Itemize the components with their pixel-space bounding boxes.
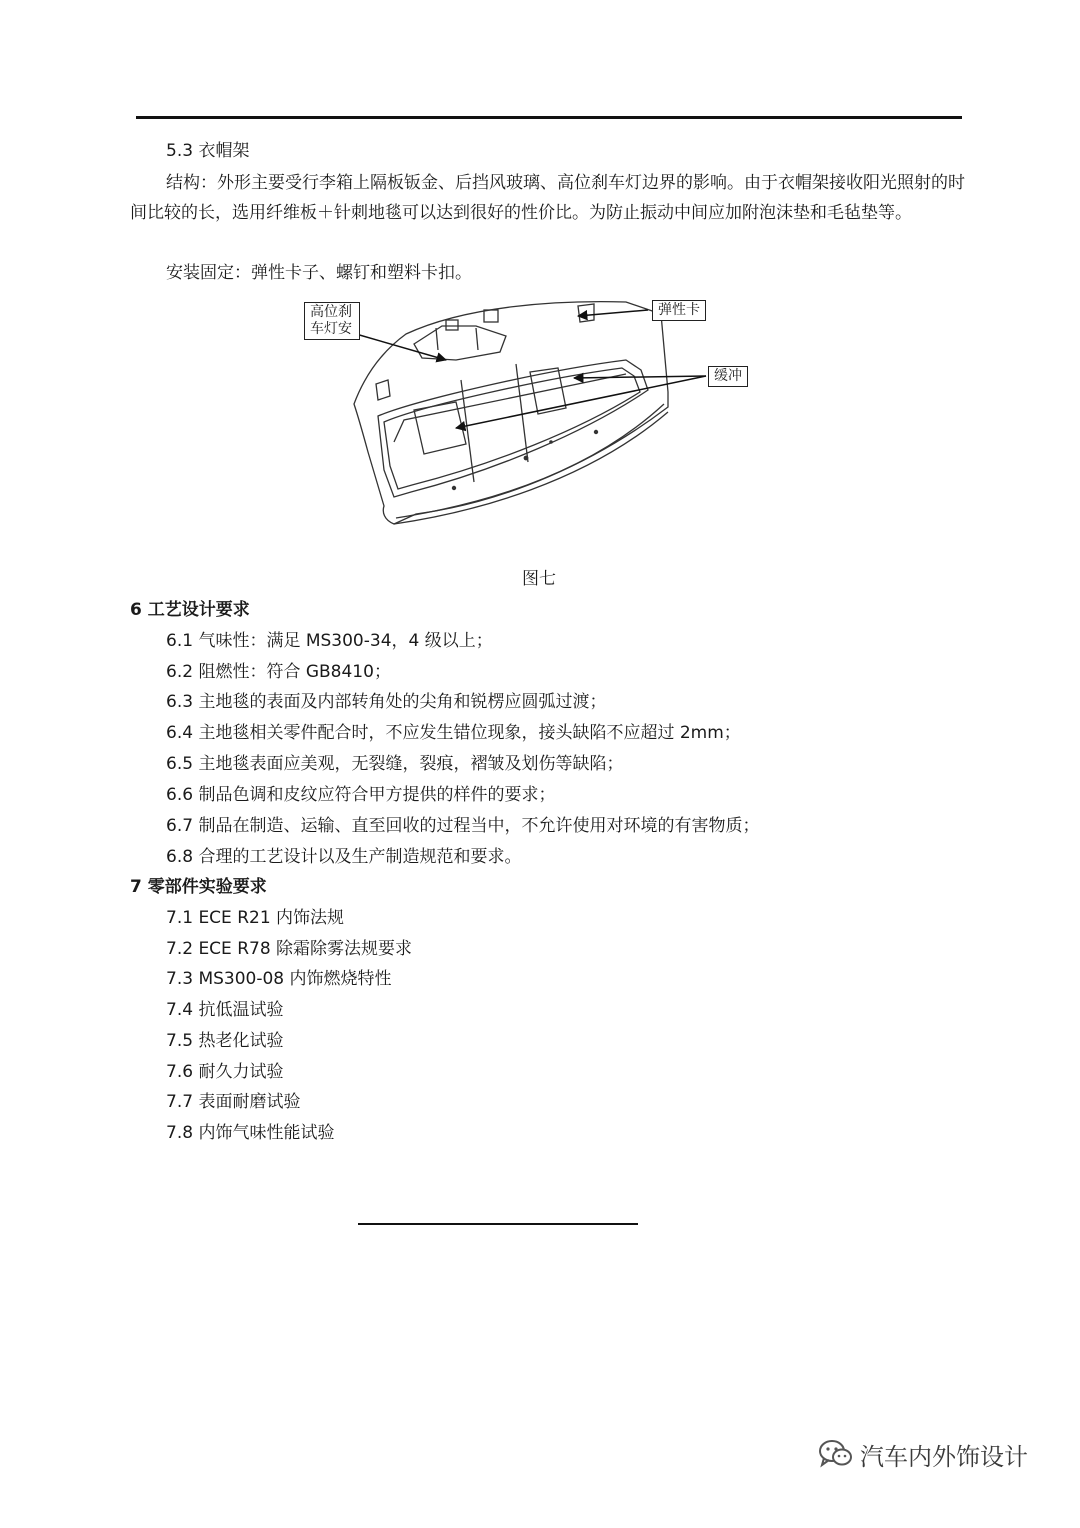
section-6-item: 6.2 阻燃性：符合 GB8410； xyxy=(166,662,391,682)
label-elastic-clip: 弹性卡 xyxy=(652,300,706,321)
section-7-item: 7.2 ECE R78 除霜除雾法规要求 xyxy=(166,939,413,959)
section-7-item: 7.5 热老化试验 xyxy=(166,1031,284,1051)
section-5-3-heading: 5.3 衣帽架 xyxy=(166,141,250,161)
wechat-icon xyxy=(818,1438,854,1470)
parcel-shelf-figure xyxy=(296,292,776,562)
parcel-shelf-drawing xyxy=(296,292,776,562)
label-brake-light-text: 高位刹车灯安 xyxy=(310,304,352,337)
section-7-item: 7.6 耐久力试验 xyxy=(166,1062,284,1082)
section-7-item: 7.7 表面耐磨试验 xyxy=(166,1092,301,1112)
section-7-heading: 7 零部件实验要求 xyxy=(130,877,267,897)
watermark xyxy=(818,1434,1028,1474)
install-paragraph: 安装固定：弹性卡子、螺钉和塑料卡扣。 xyxy=(166,263,472,283)
section-7-item: 7.4 抗低温试验 xyxy=(166,1000,284,1020)
section-6-item: 6.5 主地毯表面应美观，无裂缝，裂痕，褶皱及划伤等缺陷； xyxy=(166,754,624,774)
figure-caption: 图七 xyxy=(522,569,556,589)
section-7-item: 7.3 MS300-08 内饰燃烧特性 xyxy=(166,969,392,989)
section-6-heading: 6 工艺设计要求 xyxy=(130,600,250,620)
section-6-item: 6.3 主地毯的表面及内部转角处的尖角和锐楞应圆弧过渡； xyxy=(166,692,607,712)
section-7-item: 7.1 ECE R21 内饰法规 xyxy=(166,908,345,928)
section-6-item: 6.6 制品色调和皮纹应符合甲方提供的样件的要求； xyxy=(166,785,556,805)
section-6-item: 6.1 气味性：满足 MS300-34，4 级以上； xyxy=(166,631,493,651)
bottom-rule xyxy=(358,1223,638,1225)
section-6-item: 6.7 制品在制造、运输、直至回收的过程当中，不允许使用对环境的有害物质； xyxy=(166,816,760,836)
top-rule xyxy=(136,116,962,119)
label-buffer: 缓冲 xyxy=(708,366,748,387)
label-brake-light xyxy=(304,302,360,340)
watermark-text: 汽车内外饰设计 xyxy=(860,1442,1028,1471)
section-6-item: 6.4 主地毯相关零件配合时，不应发生错位现象，接头缺陷不应超过 2mm； xyxy=(166,723,741,743)
section-6-item: 6.8 合理的工艺设计以及生产制造规范和要求。 xyxy=(166,847,522,867)
section-7-item: 7.8 内饰气味性能试验 xyxy=(166,1123,335,1143)
structure-paragraph: 结构：外形主要受行李箱上隔板钣金、后挡风玻璃、高位刹车灯边界的影响。由于衣帽架接收阳光照射的时间比较的长，选用纤维板＋针刺地毯可以达到很好的性价比。为防止振动中间应加附泡沫垫和毛毡垫等。 xyxy=(130,173,965,223)
